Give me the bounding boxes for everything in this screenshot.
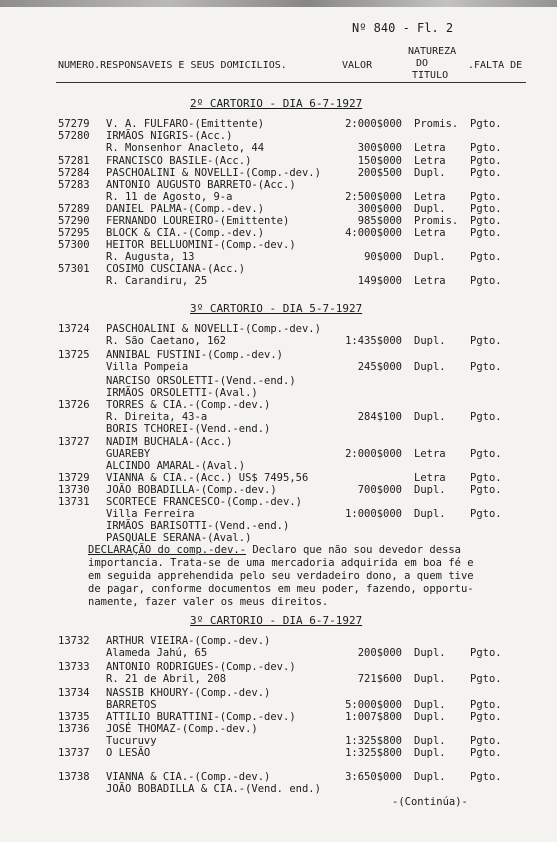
row-number: 57279 (58, 118, 90, 130)
row-responsavel: BORIS TCHOREI-(Vend.-end.) (106, 423, 271, 435)
column-natureza-header-3: TITULO (412, 70, 449, 81)
row-falta: Pgto. (470, 411, 502, 423)
row-responsavel: ALCINDO AMARAL-(Aval.) (106, 460, 246, 472)
row-responsavel: TORRES & CIA.-(Comp.-dev.) (106, 399, 271, 411)
row-valor: 200$000 (357, 647, 402, 659)
row-natureza: Promis. (414, 118, 459, 130)
row-number: 13725 (58, 349, 90, 361)
row-natureza: Letra (414, 191, 446, 203)
header-rule (56, 82, 526, 83)
declaration-line-5: namente, fazer valer os meus direitos. (88, 596, 329, 608)
row-valor: 2:000$000 (345, 118, 402, 130)
row-falta: Pgto. (470, 215, 502, 227)
row-falta: Pgto. (470, 251, 502, 263)
row-number: 13736 (58, 723, 90, 735)
row-falta: Pgto. (470, 118, 502, 130)
row-valor: 4:000$000 (345, 227, 402, 239)
row-valor: 284$100 (357, 411, 402, 423)
row-falta: Pgto. (470, 335, 502, 347)
row-responsavel: Alameda Jahú, 65 (106, 647, 208, 659)
row-falta: Pgto. (470, 203, 502, 215)
row-valor: 1:325$800 (345, 735, 402, 747)
column-valor-header: VALOR (342, 60, 373, 71)
row-responsavel: BARRETOS (106, 699, 157, 711)
row-natureza: Dupl. (414, 747, 446, 759)
row-responsavel: R. 11 de Agosto, 9-a (106, 191, 233, 203)
row-responsavel: R. Carandiru, 25 (106, 275, 208, 287)
row-natureza: Dupl. (414, 167, 446, 179)
row-number: 57281 (58, 155, 90, 167)
column-natureza-header-2: DO (416, 58, 429, 69)
row-falta: Pgto. (470, 361, 502, 373)
row-responsavel: R. Augusta, 13 (106, 251, 195, 263)
row-falta: Pgto. (470, 472, 502, 484)
row-falta: Pgto. (470, 484, 502, 496)
row-valor: 1:435$000 (345, 335, 402, 347)
row-number: 13726 (58, 399, 90, 411)
row-responsavel: Villa Ferreira (106, 508, 195, 520)
page-number: Nº 840 - Fl. 2 (352, 21, 454, 35)
row-natureza: Dupl. (414, 711, 446, 723)
column-falta-header: .FALTA DE (468, 60, 523, 71)
row-natureza: Dupl. (414, 335, 446, 347)
row-responsavel: DANIEL PALMA-(Comp.-dev.) (106, 203, 265, 215)
row-falta: Pgto. (470, 275, 502, 287)
row-number: 13734 (58, 687, 90, 699)
row-falta: Pgto. (470, 699, 502, 711)
scan-edge (0, 0, 557, 7)
column-natureza-header-1: NATUREZA (408, 46, 457, 57)
row-valor: 5:000$000 (345, 699, 402, 711)
row-natureza: Dupl. (414, 361, 446, 373)
row-valor: 300$000 (357, 142, 402, 154)
declaration-line-3: em seguida apprehendida pelo seu verdadeiro dono, a quem tive (88, 570, 474, 582)
declaration-line-1 (88, 544, 461, 557)
row-valor: 2:000$000 (345, 448, 402, 460)
row-responsavel: JOÃO BOBADILLA-(Comp.-dev.) (106, 484, 277, 496)
declaration-line-4: de pagar, conforme documentos em meu poder, fazendo, opportu- (88, 583, 474, 595)
row-number: 57290 (58, 215, 90, 227)
row-valor: 300$000 (357, 203, 402, 215)
row-responsavel: Villa Pompeia (106, 361, 189, 373)
row-responsavel: BLOCK & CIA.-(Comp.-dev.) (106, 227, 265, 239)
row-number: 13731 (58, 496, 90, 508)
row-responsavel: ANTONIO AUGUSTO BARRETO-(Acc.) (106, 179, 296, 191)
row-falta: Pgto. (470, 711, 502, 723)
row-responsavel: R. Direita, 43-a (106, 411, 208, 423)
row-number: 13735 (58, 711, 90, 723)
row-number: 13730 (58, 484, 90, 496)
row-responsavel: ATTILIO BURATTINI-(Comp.-dev.) (106, 711, 296, 723)
row-number: 57280 (58, 130, 90, 142)
row-natureza: Dupl. (414, 484, 446, 496)
row-responsavel: VIANNA & CIA.-(Comp.-dev.) (106, 771, 271, 783)
row-responsavel: ANTONIO RODRIGUES-(Comp.-dev.) (106, 661, 296, 673)
row-responsavel: GUAREBY (106, 448, 151, 460)
row-valor: 200$500 (357, 167, 402, 179)
row-natureza: Dupl. (414, 508, 446, 520)
row-responsavel: VIANNA & CIA.-(Acc.) US$ 7495,56 (106, 472, 309, 484)
row-natureza: Letra (414, 142, 446, 154)
row-valor: 721$600 (357, 673, 402, 685)
row-responsavel: FERNANDO LOUREIRO-(Emittente) (106, 215, 290, 227)
row-number: 13733 (58, 661, 90, 673)
row-responsavel: Tucuruvy (106, 735, 157, 747)
row-responsavel: SCORTECE FRANCESCO-(Comp.-dev.) (106, 496, 302, 508)
row-responsavel: NASSIB KHOURY-(Comp.-dev.) (106, 687, 271, 699)
row-responsavel: PASQUALE SERANA-(Aval.) (106, 532, 252, 544)
row-natureza: Dupl. (414, 735, 446, 747)
row-responsavel: NADIM BUCHALA-(Acc.) (106, 436, 233, 448)
row-number: 57300 (58, 239, 90, 251)
row-valor: 700$000 (357, 484, 402, 496)
row-valor: 149$000 (357, 275, 402, 287)
row-falta: Pgto. (470, 735, 502, 747)
row-number: 13729 (58, 472, 90, 484)
row-responsavel: JOSÉ THOMAZ-(Comp.-dev.) (106, 723, 258, 735)
row-falta: Pgto. (470, 508, 502, 520)
row-falta: Pgto. (470, 191, 502, 203)
row-valor: 1:007$800 (345, 711, 402, 723)
row-natureza: Promis. (414, 215, 459, 227)
row-natureza: Letra (414, 472, 446, 484)
row-falta: Pgto. (470, 771, 502, 783)
row-falta: Pgto. (470, 448, 502, 460)
row-falta: Pgto. (470, 647, 502, 659)
row-responsavel: IRMÃOS ORSOLETTI-(Aval.) (106, 387, 258, 399)
row-responsavel: R. Monsenhor Anacleto, 44 (106, 142, 265, 154)
row-responsavel: NARCISO ORSOLETTI-(Vend.-end.) (106, 375, 296, 387)
row-responsavel: R. São Caetano, 162 (106, 335, 227, 347)
row-number: 13738 (58, 771, 90, 783)
row-number: 13724 (58, 323, 90, 335)
row-number: 57301 (58, 263, 90, 275)
declaration-text-1: Declaro que não sou devedor dessa (246, 544, 461, 556)
section-title: 2º CARTORIO - DIA 6-7-1927 (190, 97, 363, 110)
row-number: 57295 (58, 227, 90, 239)
row-falta: Pgto. (470, 155, 502, 167)
row-number: 13737 (58, 747, 90, 759)
row-responsavel: COSIMO CUSCIANA-(Acc.) (106, 263, 246, 275)
row-natureza: Dupl. (414, 699, 446, 711)
row-valor: 245$000 (357, 361, 402, 373)
row-responsavel: FRANCISCO BASILE-(Acc.) (106, 155, 252, 167)
row-responsavel: R. 21 de Abril, 208 (106, 673, 227, 685)
row-responsavel: ARTHUR VIEIRA-(Comp.-dev.) (106, 635, 271, 647)
row-natureza: Letra (414, 155, 446, 167)
row-responsavel: JOÃO BOBADILLA & CIA.-(Vend. end.) (106, 783, 321, 795)
row-number: 13732 (58, 635, 90, 647)
row-natureza: Dupl. (414, 251, 446, 263)
row-natureza: Dupl. (414, 411, 446, 423)
row-valor: 2:500$000 (345, 191, 402, 203)
row-valor: 3:650$000 (345, 771, 402, 783)
column-numero-header: NUMERO.RESPONSAVEIS E SEUS DOMICILIOS. (58, 60, 287, 71)
row-responsavel: ANNIBAL FUSTINI-(Comp.-dev.) (106, 349, 284, 361)
declaration-line-2: importancia. Trata-se de uma mercadoria adquirida em boa fé e (88, 557, 474, 569)
row-valor: 985$000 (357, 215, 402, 227)
row-number: 57283 (58, 179, 90, 191)
continua-label: -(Continúa)- (392, 796, 468, 808)
section-title: 3º CARTORIO - DIA 6-7-1927 (190, 614, 363, 627)
row-valor: 1:325$800 (345, 747, 402, 759)
row-valor: 1:000$000 (345, 508, 402, 520)
row-number: 57284 (58, 167, 90, 179)
row-responsavel: V. A. FULFARO-(Emittente) (106, 118, 265, 130)
row-falta: Pgto. (470, 673, 502, 685)
row-natureza: Letra (414, 448, 446, 460)
row-natureza: Letra (414, 275, 446, 287)
row-number: 57289 (58, 203, 90, 215)
row-responsavel: PASCHOALINI & NOVELLI-(Comp.-dev.) (106, 323, 321, 335)
row-natureza: Letra (414, 227, 446, 239)
row-responsavel: O LESÃO (106, 747, 151, 759)
row-falta: Pgto. (470, 142, 502, 154)
row-natureza: Dupl. (414, 647, 446, 659)
row-falta: Pgto. (470, 227, 502, 239)
row-responsavel: HEITOR BELLUOMINI-(Comp.-dev.) (106, 239, 296, 251)
row-natureza: Dupl. (414, 673, 446, 685)
row-natureza: Dupl. (414, 203, 446, 215)
row-falta: Pgto. (470, 747, 502, 759)
section-title: 3º CARTORIO - DIA 5-7-1927 (190, 302, 363, 315)
row-responsavel: PASCHOALINI & NOVELLI-(Comp.-dev.) (106, 167, 321, 179)
row-responsavel: IRMÃOS BARISOTTI-(Vend.-end.) (106, 520, 290, 532)
row-falta: Pgto. (470, 167, 502, 179)
declaration-lead: DECLARAÇÃO do comp.-dev.- (88, 544, 247, 556)
row-number: 13727 (58, 436, 90, 448)
row-valor: 150$000 (357, 155, 402, 167)
row-responsavel: IRMÃOS NIGRIS-(Acc.) (106, 130, 233, 142)
row-valor: 90$000 (364, 251, 402, 263)
row-natureza: Dupl. (414, 771, 446, 783)
